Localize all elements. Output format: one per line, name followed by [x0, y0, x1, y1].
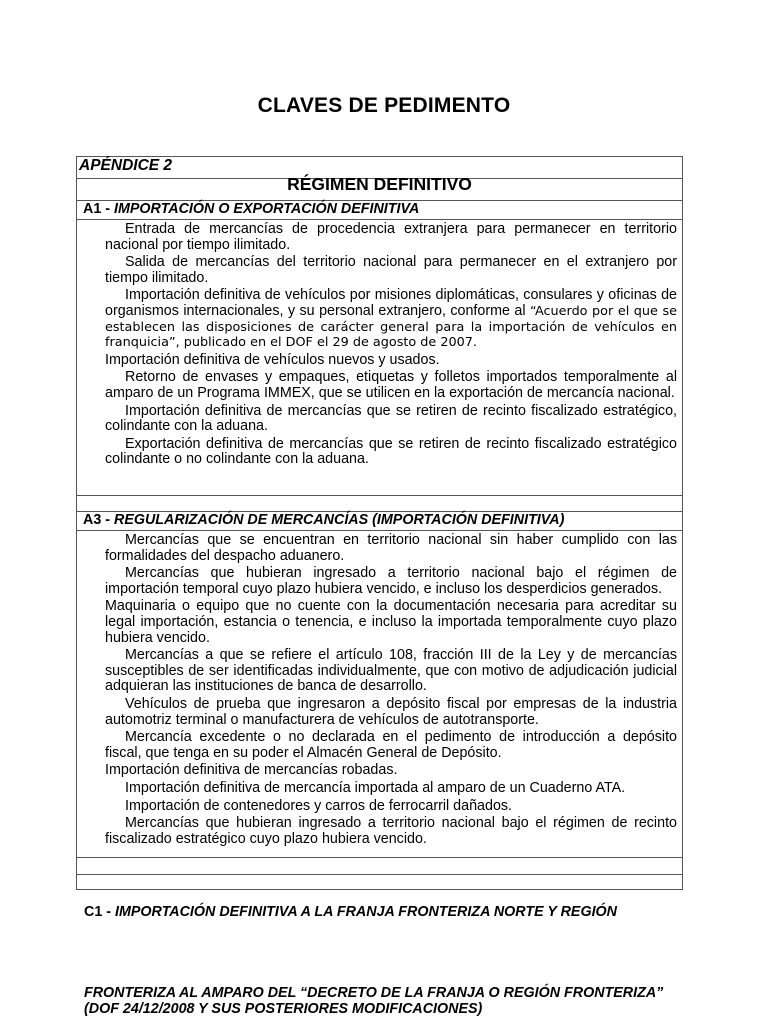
paragraph: Importación de contenedores y carros de ferrocarril dañados.: [125, 797, 513, 814]
section-name: IMPORTACIÓN DEFINITIVA A LA FRANJA FRONTERIZA NORTE Y REGIÓN: [115, 904, 617, 920]
row-divider: [77, 530, 682, 531]
section-code: C1 -: [84, 904, 112, 920]
paragraph: Mercancías que se encuentran en territorio nacional sin haber cumplido con las formalidades del despacho aduanero.: [105, 532, 677, 564]
paragraph: Vehículos de prueba que ingresaron a depósito fiscal por empresas de la industria automotriz terminal o manufacturera de vehículos de autotransporte.: [105, 695, 677, 728]
acuerdo-quote: “Acuerdo por el que se establecen las disposiciones de carácter general para la importación de vehículos en franquicia: [105, 303, 677, 351]
paragraph: Mercancías que hubieran ingresado a territorio nacional bajo el régimen de recinto fiscalizado estratégico cuyo plazo hubiera vencido.: [105, 815, 677, 847]
section-heading-c1: [84, 904, 617, 920]
section-heading-c1-continuation: FRONTERIZA AL AMPARO DEL “DECRETO DE LA FRANJA O REGIÓN FRONTERIZA” (DOF 24/12/2008 Y SUS POSTERIORES MODIFICACIONES): [84, 985, 664, 1017]
section-name: REGULARIZACIÓN DE MERCANCÍAS (IMPORTACIÓN DEFINITIVA): [114, 512, 565, 528]
regimen-table: [76, 156, 683, 890]
paragraph: Mercancía excedente o no declarada en el pedimento de introducción a depósito fiscal, que tenga en su poder el Almacén General de Depósito.: [105, 729, 677, 761]
page-title: CLAVES DE PEDIMENTO: [257, 94, 511, 117]
regimen-heading: RÉGIMEN DEFINITIVO: [287, 174, 472, 194]
paragraph: Importación definitiva de vehículos por misiones diplomáticas, consulares y oficinas de organismos internacionales, y su personal extranjero, conforme al “Acuerdo por el que se establecen las disposiciones de carácter general para la importación de vehículos en franquicia”, publicado en el DOF el 29 de agosto de 2007.: [105, 287, 677, 351]
section-heading-a1: [83, 201, 419, 217]
section-code: A3 -: [83, 512, 111, 528]
paragraph: Importación definitiva de mercancía importada al amparo de un Cuaderno ATA.: [125, 779, 626, 796]
paragraph: Retorno de envases y empaques, etiquetas y folletos importados temporalmente al amparo de un Programa IMMEX, que se utilicen en la exportación de mercancía nacional.: [105, 369, 677, 401]
section-body-a3: [105, 533, 677, 849]
paragraph: Mercancías que hubieran ingresado a territorio nacional bajo el régimen de importación temporal cuyo plazo hubiera vencido, e incluso los desperdicios generados.: [105, 565, 677, 597]
paragraph: Maquinaria o equipo que no cuente con la documentación necesaria para acreditar su legal importación, estancia o tenencia, e incluso la importada temporalmente cuyo plazo hubiera vencido.: [105, 598, 677, 646]
section-body-a1: [105, 222, 677, 470]
section-heading-a3: [83, 512, 564, 528]
row-divider: [77, 874, 682, 875]
row-divider: [77, 857, 682, 858]
paragraph: Exportación definitiva de mercancías que se retiren de recinto fiscalizado estratégico colindante o no colindante con la aduana.: [105, 435, 677, 468]
acuerdo-publication: ”, publicado en el DOF el 29 de agosto de 2007.: [168, 335, 477, 351]
paragraph: Importación definitiva de mercancías robadas.: [105, 762, 398, 779]
row-divider: [77, 495, 682, 496]
paragraph: Importación definitiva de mercancías que se retiren de recinto fiscalizado estratégico, colindante con la aduana.: [105, 402, 677, 435]
section-name: IMPORTACIÓN O EXPORTACIÓN DEFINITIVA: [114, 201, 420, 217]
row-divider: [77, 219, 682, 220]
paragraph: Salida de mercancías del territorio nacional para permanecer en el extranjero por tiempo ilimitado.: [105, 254, 677, 286]
paragraph: Mercancías a que se refiere el artículo 108, fracción III de la Ley y de mercancías susceptibles de ser identificadas individualmente, que con motivo de adjudicación judicial adquieran las instituciones de banca de desarrollo.: [105, 647, 677, 695]
paragraph: Entrada de mercancías de procedencia extranjera para permanecer en territorio nacional por tiempo ilimitado.: [105, 221, 677, 253]
section-code: A1 -: [83, 201, 111, 217]
paragraph: Importación definitiva de vehículos nuevos y usados.: [105, 351, 440, 368]
appendix-label: APÉNDICE 2: [79, 157, 173, 174]
